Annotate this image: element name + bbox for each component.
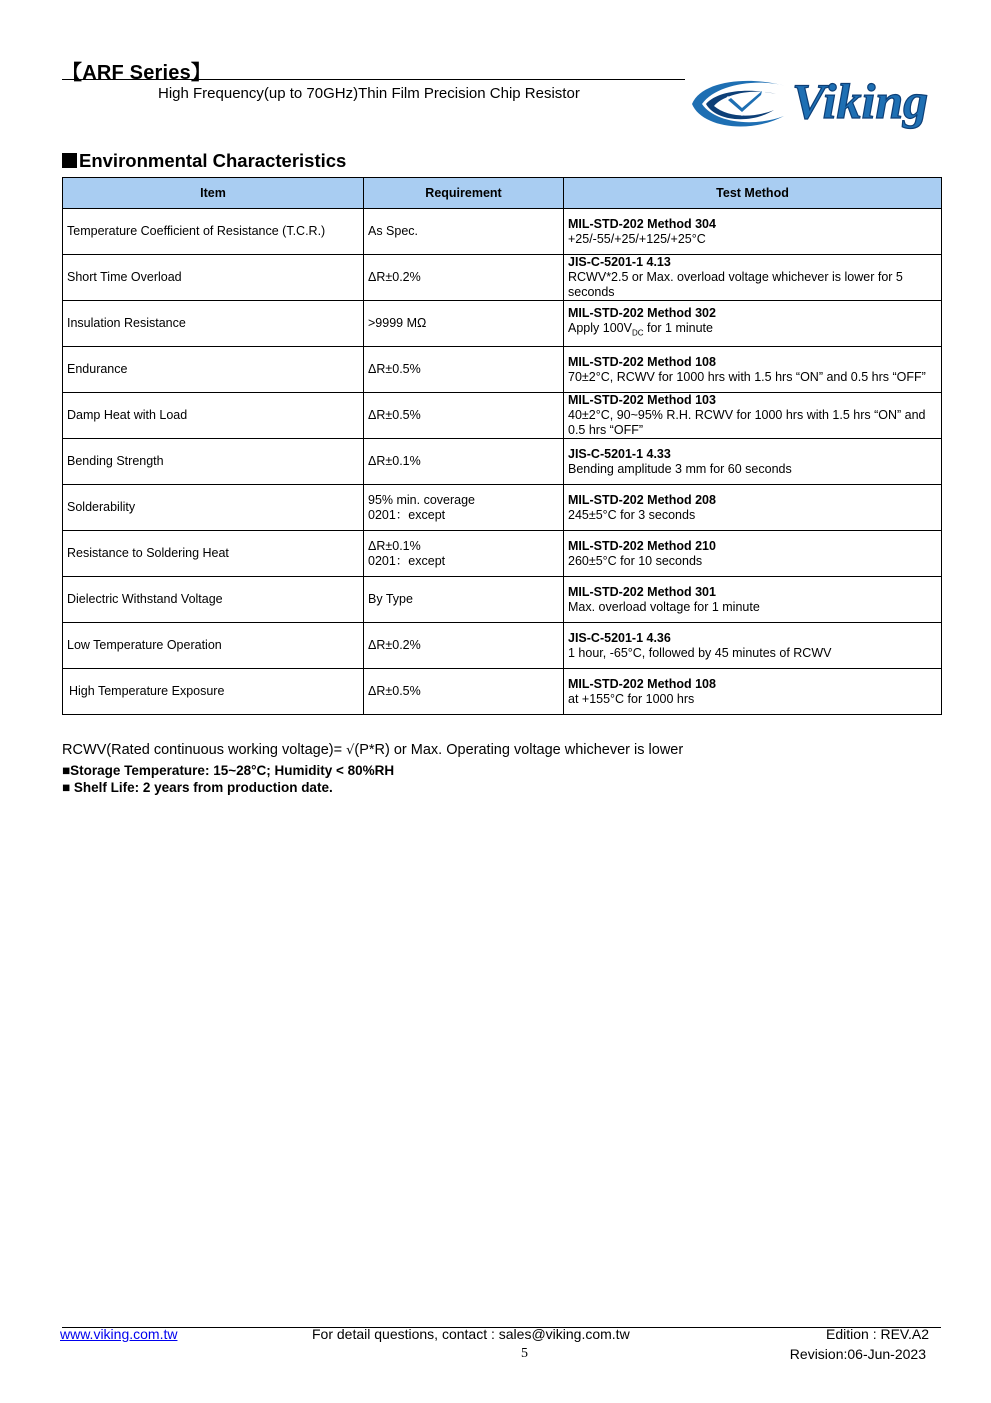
requirement-cell [364, 347, 564, 393]
requirement-cell [364, 255, 564, 301]
section-title [62, 150, 346, 172]
item-cell: Solderability [63, 485, 364, 531]
table-row [63, 623, 942, 669]
test-description: RCWV*2.5 or Max. overload voltage whichever is lower for 5 seconds [568, 270, 903, 299]
requirement-exception: 0201：except [368, 507, 446, 522]
test-method-cell [564, 255, 942, 301]
website-link[interactable]: www.viking.com.tw [60, 1326, 178, 1342]
table-row [63, 669, 942, 715]
test-method-cell [564, 623, 942, 669]
test-method-cell [564, 301, 942, 347]
test-method-cell [564, 485, 942, 531]
requirement-value: As Spec. [368, 224, 419, 238]
page-number: 5 [521, 1346, 528, 1361]
test-description: Bending amplitude 3 mm for 60 seconds [568, 461, 792, 476]
table-row [63, 531, 942, 577]
requirement-cell [364, 439, 564, 485]
contact-text: For detail questions, contact : sales@viking.com.tw [312, 1326, 630, 1342]
requirement-value: ΔR±0.5% [368, 684, 421, 698]
requirement-value: By Type [368, 592, 413, 606]
item-cell: High Temperature Exposure [63, 669, 364, 715]
table-row [63, 485, 942, 531]
table-row [63, 439, 942, 485]
requirement-cell [364, 669, 564, 715]
table-row [63, 209, 942, 255]
sqrt-symbol: √ [346, 743, 355, 758]
test-description: at +155°C for 1000 hrs [568, 691, 695, 706]
test-standard: MIL-STD-202 Method 210 [568, 538, 716, 553]
table-header-row [63, 178, 942, 209]
test-standard: MIL-STD-202 Method 208 [568, 492, 716, 507]
test-standard: JIS-C-5201-1 4.33 [568, 446, 671, 461]
test-standard: MIL-STD-202 Method 304 [568, 216, 716, 231]
requirement-cell [364, 301, 564, 347]
test-standard: MIL-STD-202 Method 301 [568, 584, 716, 599]
test-description: 1 hour, -65°C, followed by 45 minutes of RCWV [568, 645, 832, 660]
requirement-value: ΔR±0.5% [368, 362, 421, 376]
rcwv-note-formula: (P*R) [354, 742, 390, 758]
item-cell: Low Temperature Operation [63, 623, 364, 669]
rcwv-note-suffix: or Max. Operating voltage whichever is lower [389, 742, 684, 758]
test-method-cell [564, 669, 942, 715]
table-row [63, 347, 942, 393]
table-row [63, 301, 942, 347]
test-description: 260±5°C for 10 seconds [568, 553, 703, 568]
test-method-cell [564, 577, 942, 623]
test-description: 70±2°C, RCWV for 1000 hrs with 1.5 hrs “ON” and 0.5 hrs “OFF” [568, 369, 926, 384]
edition-label: Edition : REV.A2 [826, 1326, 929, 1342]
test-method-cell [564, 439, 942, 485]
storage-note: ■Storage Temperature: 15~28°C; Humidity < 80%RH [62, 763, 395, 778]
item-cell: Dielectric Withstand Voltage [63, 577, 364, 623]
viking-logo [688, 66, 948, 136]
shelf-life-note: ■ Shelf Life: 2 years from production date. [62, 780, 333, 795]
item-cell: Resistance to Soldering Heat [63, 531, 364, 577]
header-rule [62, 79, 685, 80]
requirement-value: ΔR±0.2% [368, 270, 421, 284]
test-method-cell [564, 531, 942, 577]
test-description: +25/-55/+25/+125/+25°C [568, 231, 706, 246]
column-header-item: Item [63, 178, 364, 209]
item-cell: Endurance [63, 347, 364, 393]
item-cell: Temperature Coefficient of Resistance (T.C.R.) [63, 209, 364, 255]
item-cell: Insulation Resistance [63, 301, 364, 347]
test-standard: MIL-STD-202 Method 103 [568, 393, 716, 407]
requirement-value: 95% min. coverage [368, 492, 476, 507]
test-standard: MIL-STD-202 Method 302 [568, 306, 716, 321]
requirement-value: ΔR±0.2% [368, 638, 421, 652]
column-header-test-method: Test Method [564, 178, 942, 209]
column-header-requirement: Requirement [364, 178, 564, 209]
requirement-value: ΔR±0.1% [368, 538, 421, 553]
requirement-exception: 0201：except [368, 553, 446, 568]
test-standard: JIS-C-5201-1 4.13 [568, 255, 671, 269]
environmental-characteristics-table [62, 177, 942, 715]
test-method-cell [564, 393, 942, 439]
requirement-value: >9999 MΩ [368, 316, 427, 330]
revision-label: Revision:06-Jun-2023 [789, 1346, 926, 1362]
viking-emblem-icon [692, 81, 786, 127]
requirement-cell [364, 393, 564, 439]
test-description: 245±5°C for 3 seconds [568, 507, 696, 522]
test-standard: MIL-STD-202 Method 108 [568, 354, 716, 369]
series-title: 【ARF Series】 [62, 62, 212, 84]
requirement-value: ΔR±0.1% [368, 454, 421, 468]
viking-logo-text: Viking [792, 73, 929, 129]
requirement-cell [364, 577, 564, 623]
item-cell: Short Time Overload [63, 255, 364, 301]
table-row [63, 577, 942, 623]
test-description: 40±2°C, 90~95% R.H. RCWV for 1000 hrs with 1.5 hrs “ON” and 0.5 hrs “OFF” [568, 408, 926, 437]
rcwv-note [62, 742, 683, 758]
table-row [63, 255, 942, 301]
test-method-cell [564, 347, 942, 393]
test-standard: MIL-STD-202 Method 108 [568, 676, 716, 691]
section-bullet-icon [62, 153, 77, 168]
requirement-value: ΔR±0.5% [368, 408, 421, 422]
item-cell: Bending Strength [63, 439, 364, 485]
subtitle: High Frequency(up to 70GHz)Thin Film Precision Chip Resistor [158, 85, 580, 102]
test-standard: JIS-C-5201-1 4.36 [568, 630, 671, 645]
requirement-cell [364, 623, 564, 669]
requirement-cell [364, 485, 564, 531]
test-method-cell [564, 209, 942, 255]
item-cell: Damp Heat with Load [63, 393, 364, 439]
rcwv-note-prefix: RCWV(Rated continuous working voltage)= [62, 742, 347, 758]
requirement-cell [364, 209, 564, 255]
table-row [63, 393, 942, 439]
test-description: Apply $100V_{DC}$ for 1 minute [568, 321, 713, 338]
test-description: Max. overload voltage for 1 minute [568, 599, 760, 614]
requirement-cell [364, 531, 564, 577]
section-title-text: Environmental Characteristics [79, 150, 347, 171]
